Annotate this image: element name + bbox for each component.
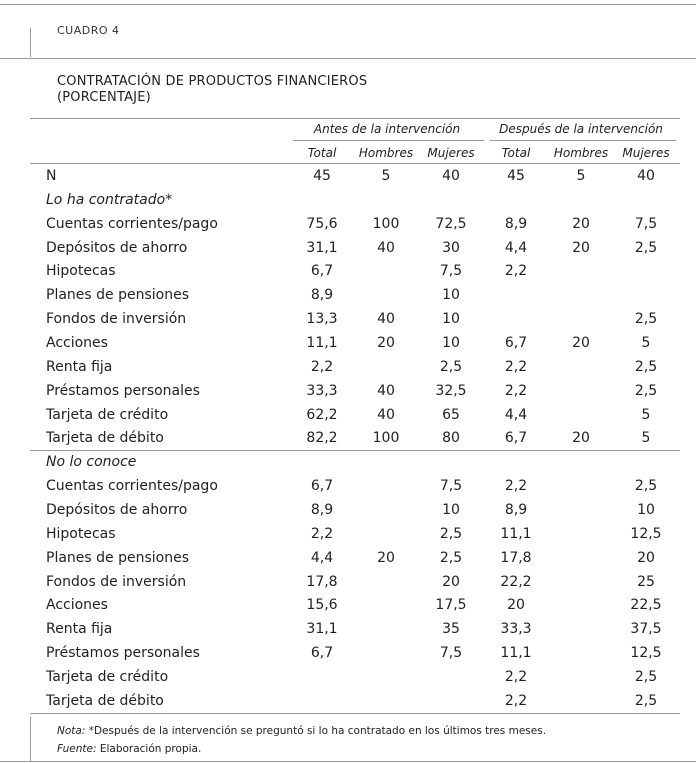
left-vertical-rule-top xyxy=(30,28,31,57)
cell-value: 4,4 xyxy=(310,549,334,566)
cell-value: 8,9 xyxy=(310,287,334,304)
cell-value: 2,2 xyxy=(504,478,528,495)
cell-value: 6,7 xyxy=(310,478,334,495)
cell-value: 20 xyxy=(377,549,395,566)
cell-value: 45 xyxy=(313,168,331,184)
cell-value: 6,7 xyxy=(504,335,528,351)
table-row xyxy=(0,498,696,522)
cell-value: 20 xyxy=(442,573,460,590)
source-label: Fuente: xyxy=(57,743,97,755)
cell-value: 80 xyxy=(442,430,460,447)
cell-value: 12,5 xyxy=(630,645,662,661)
table-row xyxy=(0,570,696,594)
row-label: Fondos de inversión xyxy=(46,311,187,328)
cell-value: 17,8 xyxy=(306,573,338,590)
row-label: Tarjeta de crédito xyxy=(46,668,169,685)
row-label: Tarjeta de crédito xyxy=(46,406,169,423)
cell-value: 2,2 xyxy=(504,358,528,375)
cell-value: 5 xyxy=(576,168,586,184)
row-label: Depósitos de ahorro xyxy=(46,501,188,518)
table-row xyxy=(0,283,696,307)
col-header-hombres-antes: Hombres xyxy=(358,146,414,160)
cell-value: 2,2 xyxy=(504,263,528,280)
col-header-hombres-despues: Hombres xyxy=(553,146,609,160)
cell-value: 2,5 xyxy=(634,358,658,375)
cell-value: 5 xyxy=(641,430,651,447)
table-row xyxy=(0,426,696,450)
cell-value: 20 xyxy=(572,335,590,351)
table-row xyxy=(0,212,696,236)
cell-value: 33,3 xyxy=(500,621,532,638)
row-label: Lo ha contratado* xyxy=(46,191,173,208)
section-header-row xyxy=(0,188,696,212)
table-row xyxy=(0,307,696,331)
cell-value: 6,7 xyxy=(504,430,528,447)
cell-value: 7,5 xyxy=(439,645,463,661)
table-row xyxy=(0,593,696,617)
row-label: Renta fija xyxy=(46,621,113,638)
table-row xyxy=(0,474,696,498)
cell-value: 35 xyxy=(442,621,460,638)
group-header-despues: Después de la intervención xyxy=(499,122,663,136)
table-row xyxy=(0,617,696,641)
cell-value: 6,7 xyxy=(310,263,334,280)
row-label: No lo conoce xyxy=(46,454,137,471)
cell-value: 2,5 xyxy=(634,311,658,328)
table-row xyxy=(0,641,696,665)
cell-value: 20 xyxy=(637,549,655,566)
title-line-2: (PORCENTAJE) xyxy=(57,90,151,105)
cell-value: 10 xyxy=(442,287,460,304)
col-header-total-antes: Total xyxy=(307,146,337,160)
cell-value: 15,6 xyxy=(306,597,338,614)
cell-value: 40 xyxy=(442,168,460,184)
cell-value: 4,4 xyxy=(504,406,528,423)
cell-value: 5 xyxy=(641,406,651,423)
table-row xyxy=(0,665,696,689)
cell-value: 25 xyxy=(637,573,655,590)
cell-value: 8,9 xyxy=(504,215,528,232)
cell-value: 17,8 xyxy=(500,549,532,566)
cell-value: 10 xyxy=(442,501,460,518)
col-header-mujeres-despues: Mujeres xyxy=(622,146,670,160)
row-label: Planes de pensiones xyxy=(46,549,189,566)
cell-value: 65 xyxy=(442,406,460,423)
cell-value: 11,1 xyxy=(306,335,338,351)
cell-value: 2,5 xyxy=(439,525,463,542)
group-header-antes: Antes de la intervención xyxy=(313,122,461,136)
table-row xyxy=(0,236,696,260)
cell-value: 2,2 xyxy=(504,382,528,399)
table-row xyxy=(0,379,696,403)
cell-value: 6,7 xyxy=(310,645,334,661)
row-label: N xyxy=(46,168,57,184)
row-label: Préstamos personales xyxy=(46,645,200,661)
row-label: Fondos de inversión xyxy=(46,573,187,590)
cell-value: 2,2 xyxy=(504,692,528,709)
cell-value: 13,3 xyxy=(306,311,338,328)
table-title xyxy=(57,74,367,106)
bottom-rule xyxy=(0,761,696,762)
cell-value: 10 xyxy=(637,501,655,518)
cell-value: 11,1 xyxy=(500,525,532,542)
cell-value: 11,1 xyxy=(500,645,532,661)
cell-value: 32,5 xyxy=(435,382,467,399)
cell-value: 75,6 xyxy=(306,215,338,232)
cell-value: 31,1 xyxy=(306,239,338,256)
row-label: Acciones xyxy=(46,335,108,351)
cell-value: 7,5 xyxy=(439,478,463,495)
cell-value: 33,3 xyxy=(306,382,338,399)
top-rule xyxy=(0,4,696,5)
cell-value: 7,5 xyxy=(634,215,658,232)
table-row xyxy=(0,689,696,713)
table-bottom-rule xyxy=(30,713,680,714)
cell-value: 31,1 xyxy=(306,621,338,638)
row-label: Renta fija xyxy=(46,358,113,375)
cell-value: 62,2 xyxy=(306,406,338,423)
cell-value: 2,5 xyxy=(634,478,658,495)
cell-value: 2,2 xyxy=(310,358,334,375)
cell-value: 40 xyxy=(377,311,395,328)
cell-value: 40 xyxy=(377,239,395,256)
table-row xyxy=(0,164,696,188)
cell-value: 100 xyxy=(372,215,400,232)
row-label: Cuentas corrientes/pago xyxy=(46,478,218,495)
title-line-1: CONTRATACIÓN DE PRODUCTOS FINANCIEROS xyxy=(57,74,368,89)
cell-value: 30 xyxy=(442,239,460,256)
cell-value: 4,4 xyxy=(504,239,528,256)
cell-value: 12,5 xyxy=(630,525,662,542)
group-underline-despues xyxy=(490,140,676,141)
cell-value: 2,5 xyxy=(439,549,463,566)
row-label: Acciones xyxy=(46,597,108,614)
cell-value: 8,9 xyxy=(504,501,528,518)
cell-value: 20 xyxy=(572,430,590,447)
cell-value: 22,5 xyxy=(630,597,662,614)
group-underline-antes xyxy=(293,140,484,141)
cell-value: 40 xyxy=(377,382,395,399)
source-text: Elaboración propia. xyxy=(96,743,202,755)
footnote-note xyxy=(57,725,546,737)
footnote-source xyxy=(57,743,201,755)
cell-value: 2,2 xyxy=(504,668,528,685)
cell-value: 2,5 xyxy=(439,358,463,375)
left-vertical-rule-bottom xyxy=(30,717,31,761)
cell-value: 2,5 xyxy=(634,692,658,709)
table-row xyxy=(0,546,696,570)
cell-value: 17,5 xyxy=(435,597,467,614)
note-text: *Después de la intervención se preguntó si lo ha contratado en los últimos tres meses. xyxy=(85,725,547,737)
section-header-row xyxy=(0,450,696,474)
cell-value: 2,5 xyxy=(634,382,658,399)
row-label: Hipotecas xyxy=(46,263,116,280)
cell-value: 37,5 xyxy=(630,621,662,638)
table-row xyxy=(0,355,696,379)
row-label: Planes de pensiones xyxy=(46,287,189,304)
cell-value: 22,2 xyxy=(500,573,532,590)
table-row xyxy=(0,331,696,355)
cell-value: 20 xyxy=(377,335,395,351)
cell-value: 82,2 xyxy=(306,430,338,447)
table-row xyxy=(0,522,696,546)
cell-value: 20 xyxy=(507,597,525,614)
cell-value: 40 xyxy=(637,168,655,184)
row-label: Hipotecas xyxy=(46,525,116,542)
cell-value: 8,9 xyxy=(310,501,334,518)
row-label: Tarjeta de débito xyxy=(46,692,164,709)
table-number: CUADRO 4 xyxy=(57,24,120,37)
cell-value: 20 xyxy=(572,215,590,232)
cell-value: 20 xyxy=(572,239,590,256)
cell-value: 2,5 xyxy=(634,239,658,256)
section-separator-rule xyxy=(30,450,680,451)
row-label: Cuentas corrientes/pago xyxy=(46,215,218,232)
cell-value: 100 xyxy=(372,430,400,447)
table-top-rule xyxy=(30,118,680,119)
table-row xyxy=(0,403,696,427)
cell-value: 10 xyxy=(442,335,460,351)
cell-value: 5 xyxy=(641,335,651,351)
table-row xyxy=(0,259,696,283)
cell-value: 40 xyxy=(377,406,395,423)
cell-value: 10 xyxy=(442,311,460,328)
row-label: Depósitos de ahorro xyxy=(46,239,188,256)
cell-value: 7,5 xyxy=(439,263,463,280)
cell-value: 5 xyxy=(381,168,391,184)
row-label: Tarjeta de débito xyxy=(46,430,164,447)
cell-value: 45 xyxy=(507,168,525,184)
row-label: Préstamos personales xyxy=(46,382,200,399)
note-label: Nota: xyxy=(57,725,86,737)
cell-value: 2,2 xyxy=(310,525,334,542)
col-header-mujeres-antes: Mujeres xyxy=(427,146,475,160)
cell-value: 72,5 xyxy=(435,215,467,232)
col-header-total-despues: Total xyxy=(501,146,531,160)
title-separator-rule xyxy=(0,58,696,59)
cell-value: 2,5 xyxy=(634,668,658,685)
